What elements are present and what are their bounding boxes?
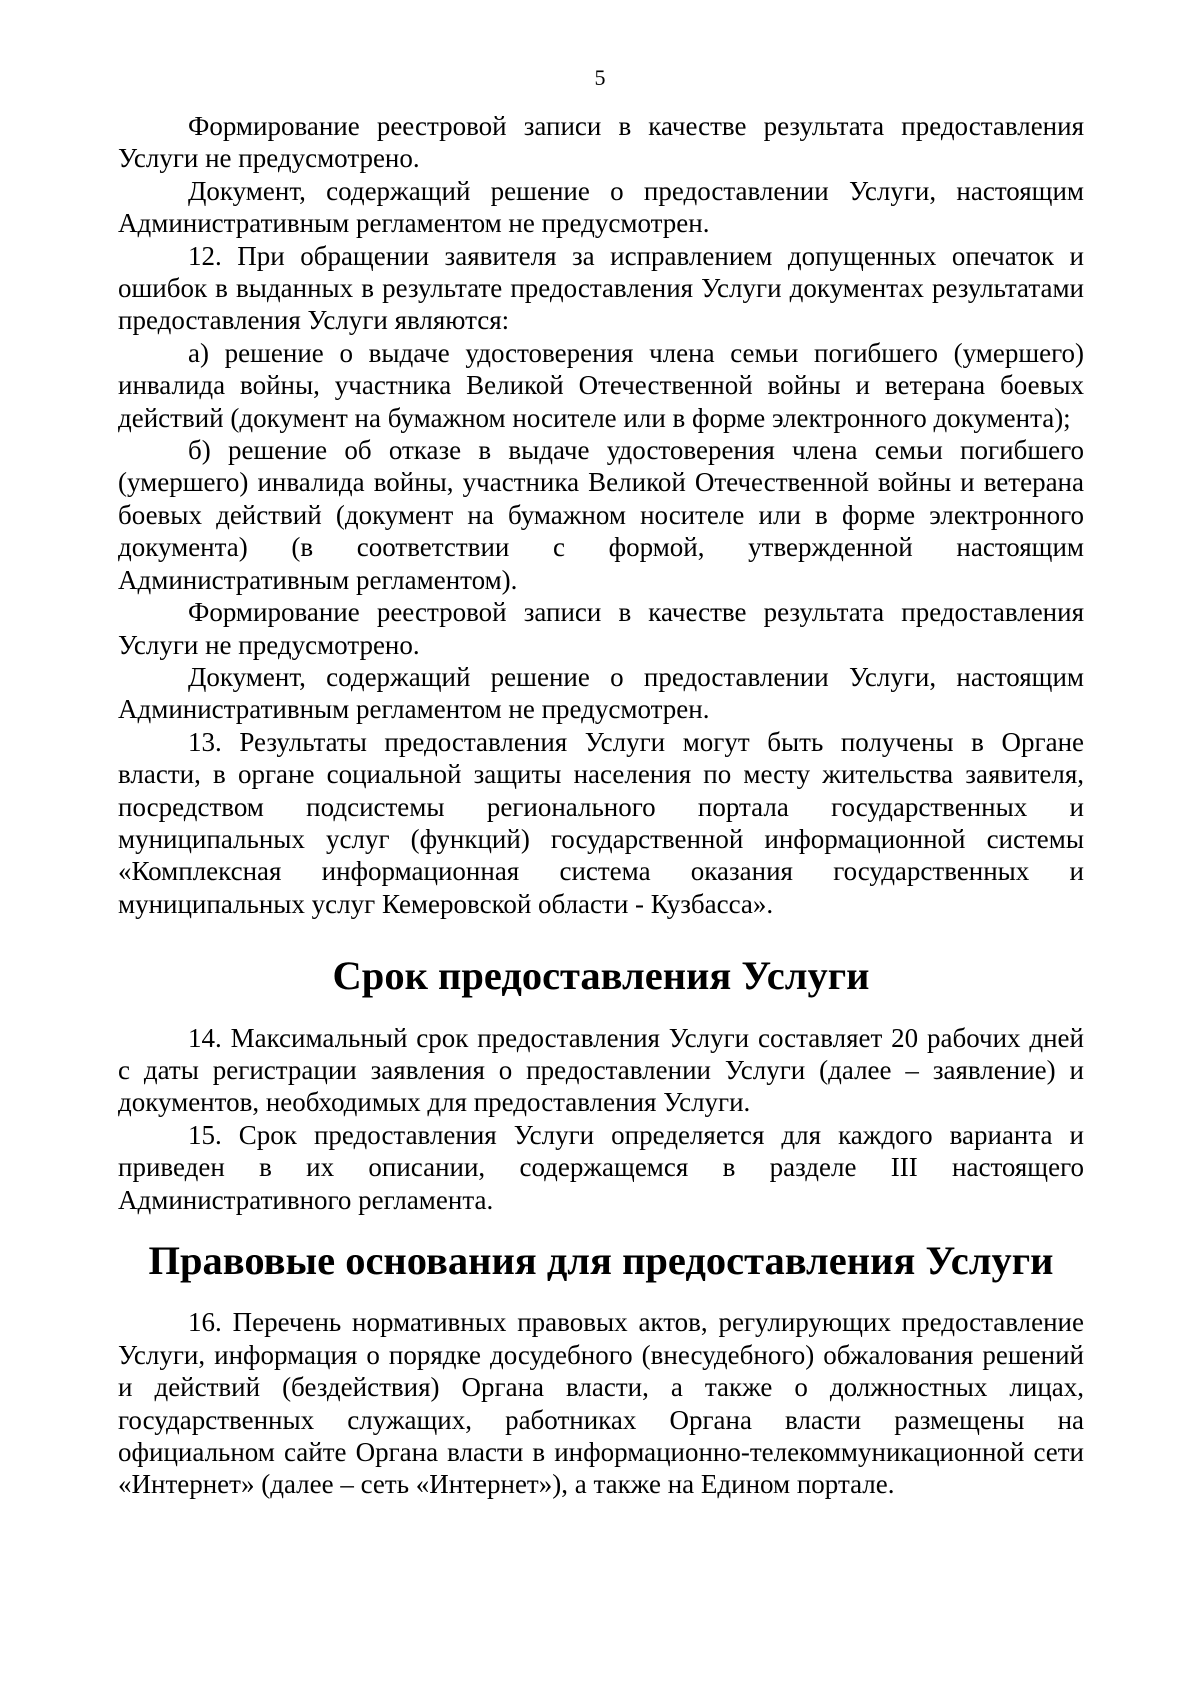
paragraph-item-16: 16. Перечень нормативных правовых актов, регулирующих предоставление Услуги, информация о порядке досудебного (внесудебного) обжалования решений и действий (бездействия) Органа власти, а также о должностных лицах, государственных служащих, работниках Органа власти размещены на официальном сайте Органа власти в информационно-телекоммуникационной сети «Интернет» (далее – сеть «Интернет»), а также на Едином портале. bbox=[118, 1307, 1084, 1500]
paragraph-item-12: 12. При обращении заявителя за исправлением допущенных опечаток и ошибок в выданных в результате предоставления Услуги документах результатами предоставления Услуги являются: bbox=[118, 240, 1084, 336]
section-heading-legal-grounds: Правовые основания для предоставления Услуги bbox=[148, 1238, 1054, 1283]
page-number: 5 bbox=[594, 65, 606, 90]
paragraph-item-12-b: б) решение об отказе в выдаче удостоверения члена семьи погибшего (умершего) инвалида войны, участника Великой Отечественной войны и ветерана боевых действий (документ на бумажном носителе или в форме электронного документа) (в соответствии с формой, утвержденной настоящим Административным регламентом). bbox=[118, 435, 1084, 595]
paragraph-decision-document-1: Документ, содержащий решение о предоставлении Услуги, настоящим Административным регламентом не предусмотрен. bbox=[118, 175, 1084, 239]
paragraph-registry-record-2: Формирование реестровой записи в качестве результата предоставления Услуги не предусмотрено. bbox=[118, 597, 1084, 660]
document-body bbox=[118, 110, 1084, 1501]
paragraph-item-13: 13. Результаты предоставления Услуги могут быть получены в Органе власти, в органе социальной защиты населения по месту жительства заявителя, посредством подсистемы регионального портала государственных и муниципальных услуг (функций) государственной информационной системы «Комплексная информационная система оказания государственных и муниципальных услуг Кемеровской области - Кузбасса». bbox=[118, 726, 1084, 919]
paragraph-registry-record-1: Формирование реестровой записи в качестве результата предоставления Услуги не предусмотрено. bbox=[118, 111, 1084, 174]
section-heading-service-term: Срок предоставления Услуги bbox=[332, 953, 870, 999]
paragraph-item-14: 14. Максимальный срок предоставления Услуги составляет 20 рабочих дней с даты регистрации заявления о предоставлении Услуги (далее – заявление) и документов, необходимых для предоставления Услуги. bbox=[118, 1022, 1084, 1118]
paragraph-item-15: 15. Срок предоставления Услуги определяется для каждого варианта и приведен в их описании, содержащемся в разделе III настоящего Административного регламента. bbox=[118, 1119, 1084, 1215]
paragraph-decision-document-2: Документ, содержащий решение о предоставлении Услуги, настоящим Административным регламентом не предусмотрен. bbox=[118, 661, 1084, 725]
paragraph-item-12-a: а) решение о выдаче удостоверения члена семьи погибшего (умершего) инвалида войны, участника Великой Отечественной войны и ветерана боевых действий (документ на бумажном носителе или в форме электронного документа); bbox=[118, 337, 1084, 433]
